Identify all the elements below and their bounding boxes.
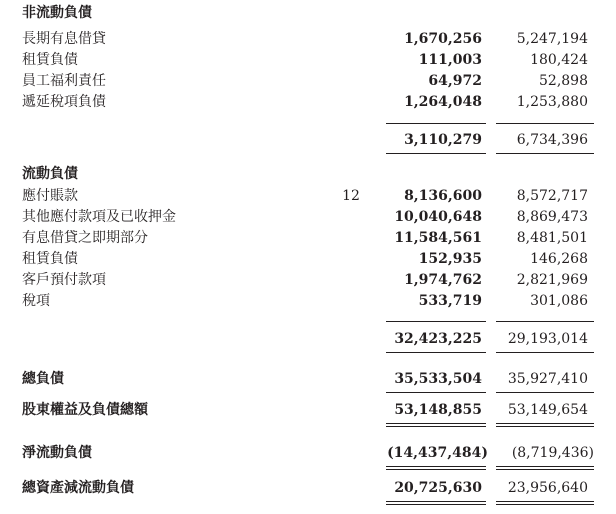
subtotal-rule (386, 153, 486, 154)
double-rule-top (496, 466, 594, 467)
row-label: 遞延稅項負債 (22, 94, 106, 110)
prior-year-total: 23,956,640 (507, 480, 588, 496)
row-label: 應付賬款 (22, 188, 78, 204)
double-rule-bottom (496, 469, 594, 470)
subtotal-rule (496, 321, 594, 322)
prior-year-value: 2,821,969 (516, 272, 588, 288)
row-label: 員工福利責任 (22, 73, 106, 89)
current-year-value: 8,136,600 (404, 188, 482, 204)
prior-year-value: 5,247,194 (516, 31, 588, 47)
current-year-value: 152,935 (418, 251, 482, 267)
subtotal-rule (386, 321, 486, 322)
total-assets-less-current-liabilities-label: 總資產減流動負債 (22, 480, 134, 496)
non-current-liabilities-heading: 非流動負債 (22, 5, 92, 21)
prior-year-total: 35,927,410 (507, 371, 588, 387)
row-label: 有息借貸之即期部分 (22, 230, 148, 246)
current-year-value: 533,719 (418, 293, 482, 309)
double-rule-top (386, 466, 486, 467)
current-year-value: 1,670,256 (404, 31, 482, 47)
current-year-value: 111,003 (418, 52, 482, 68)
total-rule (496, 392, 594, 393)
current-liabilities-heading: 流動負債 (22, 166, 78, 182)
current-year-value: 1,264,048 (404, 94, 482, 110)
prior-year-value: 8,869,473 (516, 209, 588, 225)
double-rule-bottom (386, 504, 486, 505)
double-rule-bottom (386, 469, 486, 470)
row-label: 客戶預付款項 (22, 272, 106, 288)
prior-year-value: 8,572,717 (516, 188, 588, 204)
double-rule-top (386, 423, 486, 424)
current-year-value: 64,972 (428, 73, 482, 89)
note-reference: 12 (342, 188, 360, 204)
prior-year-subtotal: 6,734,396 (516, 132, 588, 148)
current-year-total: 53,148,855 (394, 402, 482, 418)
row-label: 租賃負債 (22, 251, 78, 267)
prior-year-subtotal: 29,193,014 (507, 331, 588, 347)
row-label: 長期有息借貸 (22, 31, 106, 47)
equity-and-liabilities-label: 股東權益及負債總額 (22, 402, 148, 418)
subtotal-rule (496, 153, 594, 154)
prior-year-value: 301,086 (530, 293, 588, 309)
prior-year-value: 52,898 (539, 73, 588, 89)
double-rule-bottom (496, 504, 594, 505)
prior-year-value: 180,424 (530, 52, 588, 68)
double-rule-top (496, 501, 594, 502)
current-year-subtotal: 3,110,279 (404, 132, 482, 148)
subtotal-rule (386, 352, 486, 353)
double-rule-top (386, 501, 486, 502)
current-year-value: 10,040,648 (394, 209, 482, 225)
prior-year-value: 1,253,880 (516, 94, 588, 110)
subtotal-rule (496, 352, 594, 353)
current-year-total: (14,437,484) (387, 445, 488, 461)
subtotal-rule (496, 123, 594, 124)
current-year-total: 35,533,504 (394, 371, 482, 387)
net-current-liabilities-label: 淨流動負債 (22, 445, 92, 461)
double-rule-bottom (386, 426, 486, 427)
prior-year-value: 8,481,501 (516, 230, 588, 246)
double-rule-bottom (496, 426, 594, 427)
prior-year-value: 146,268 (530, 251, 588, 267)
prior-year-total: (8,719,436) (511, 445, 594, 461)
current-year-value: 11,584,561 (394, 230, 482, 246)
current-year-total: 20,725,630 (394, 480, 482, 496)
total-liabilities-label: 總負債 (22, 371, 64, 387)
subtotal-rule (386, 123, 486, 124)
row-label: 租賃負債 (22, 52, 78, 68)
current-year-value: 1,974,762 (404, 272, 482, 288)
double-rule-top (496, 423, 594, 424)
total-rule (386, 392, 486, 393)
current-year-subtotal: 32,423,225 (394, 331, 482, 347)
row-label: 其他應付款項及已收押金 (22, 209, 176, 225)
row-label: 稅項 (22, 293, 50, 309)
prior-year-total: 53,149,654 (507, 402, 588, 418)
